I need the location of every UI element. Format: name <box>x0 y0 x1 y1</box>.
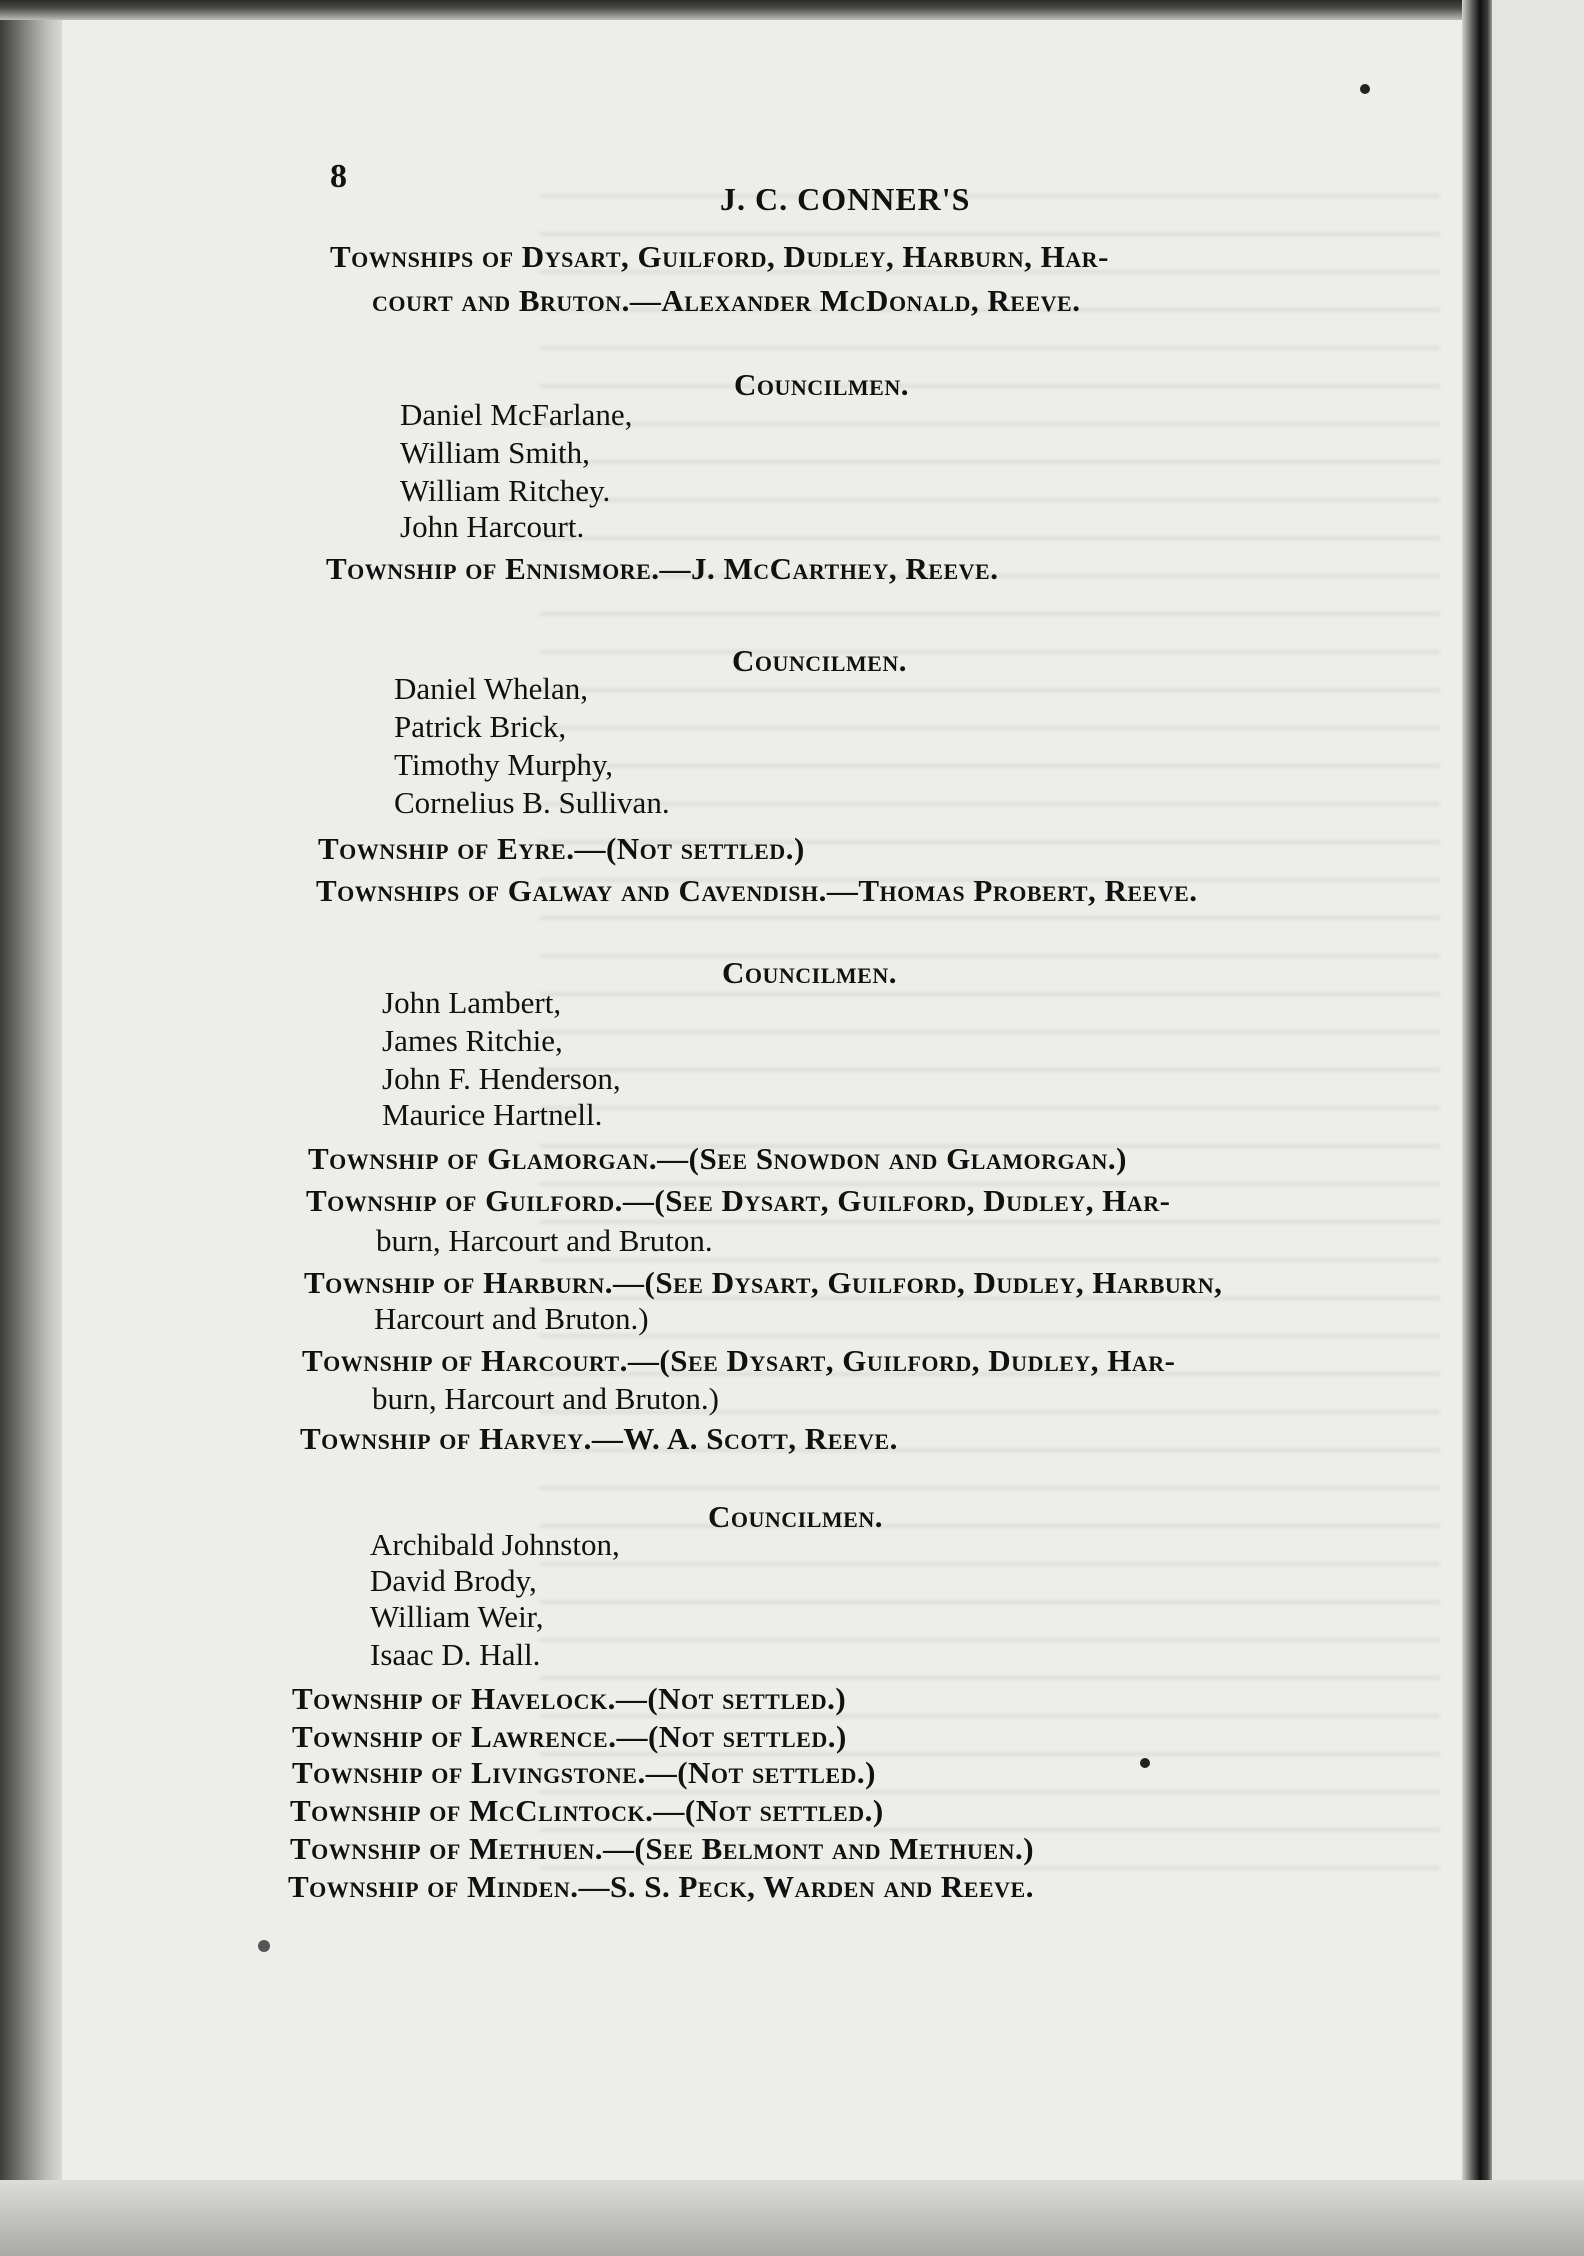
councilman-name: John F. Henderson, <box>382 1061 621 1096</box>
councilman-name: Isaac D. Hall. <box>370 1637 541 1672</box>
entry-heading: Townships of Dysart, Guilford, Dudley, Harburn, Har- <box>330 239 1109 274</box>
entry-heading: Township of Guilford.—(See Dysart, Guilford, Dudley, Har- <box>306 1183 1171 1218</box>
councilmen-heading: Councilmen. <box>708 1499 883 1534</box>
entry-heading: Township of Minden.—S. S. Peck, Warden and Reeve. <box>288 1869 1034 1904</box>
councilman-name: Patrick Brick, <box>394 709 567 744</box>
councilmen-heading: Councilmen. <box>734 367 909 402</box>
councilman-name: David Brody, <box>370 1563 537 1598</box>
entry-continuation: burn, Harcourt and Bruton. <box>376 1223 713 1258</box>
running-title: J. C. CONNER'S <box>720 181 971 217</box>
councilman-name: John Lambert, <box>382 985 562 1020</box>
councilmen-heading: Councilmen. <box>722 955 897 990</box>
entry-continuation: burn, Harcourt and Bruton.) <box>372 1381 719 1416</box>
entry-heading: Townships of Galway and Cavendish.—Thomas Probert, Reeve. <box>316 873 1198 908</box>
councilman-name: Daniel Whelan, <box>394 671 588 706</box>
councilman-name: William Smith, <box>400 435 590 470</box>
councilman-name: Timothy Murphy, <box>394 747 614 782</box>
entry-heading: Township of Livingstone.—(Not settled.) <box>292 1755 877 1790</box>
councilman-name: William Ritchey. <box>400 473 611 508</box>
entry-heading: Township of Ennismore.—J. McCarthey, Reeve. <box>326 551 999 586</box>
entry-heading: Township of Eyre.—(Not settled.) <box>318 831 805 866</box>
entry-heading: Township of Glamorgan.—(See Snowdon and Glamorgan.) <box>308 1141 1128 1176</box>
entry-heading: Township of Methuen.—(See Belmont and Methuen.) <box>290 1831 1035 1866</box>
councilmen-heading: Councilmen. <box>732 643 907 678</box>
councilman-name: James Ritchie, <box>382 1023 563 1058</box>
entry-heading: Township of Harcourt.—(See Dysart, Guilford, Dudley, Har- <box>302 1343 1176 1378</box>
councilman-name: Daniel McFarlane, <box>400 397 633 432</box>
entry-heading: Township of Lawrence.—(Not settled.) <box>292 1719 847 1754</box>
councilman-name: John Harcourt. <box>400 509 585 544</box>
page-number: 8 <box>330 158 347 195</box>
entry-heading: Township of McClintock.—(Not settled.) <box>290 1793 884 1828</box>
entry-heading: Township of Harburn.—(See Dysart, Guilford, Dudley, Harburn, <box>304 1265 1223 1300</box>
councilman-name: Maurice Hartnell. <box>382 1097 603 1132</box>
councilman-name: Cornelius B. Sullivan. <box>394 785 670 820</box>
entry-heading: Township of Harvey.—W. A. Scott, Reeve. <box>300 1421 898 1456</box>
entry-continuation: court and Bruton.—Alexander McDonald, Reeve. <box>372 283 1081 318</box>
entry-heading: Township of Havelock.—(Not settled.) <box>292 1681 847 1716</box>
councilman-name: William Weir, <box>370 1599 544 1634</box>
councilman-name: Archibald Johnston, <box>370 1527 620 1562</box>
entry-continuation: Harcourt and Bruton.) <box>374 1301 649 1336</box>
